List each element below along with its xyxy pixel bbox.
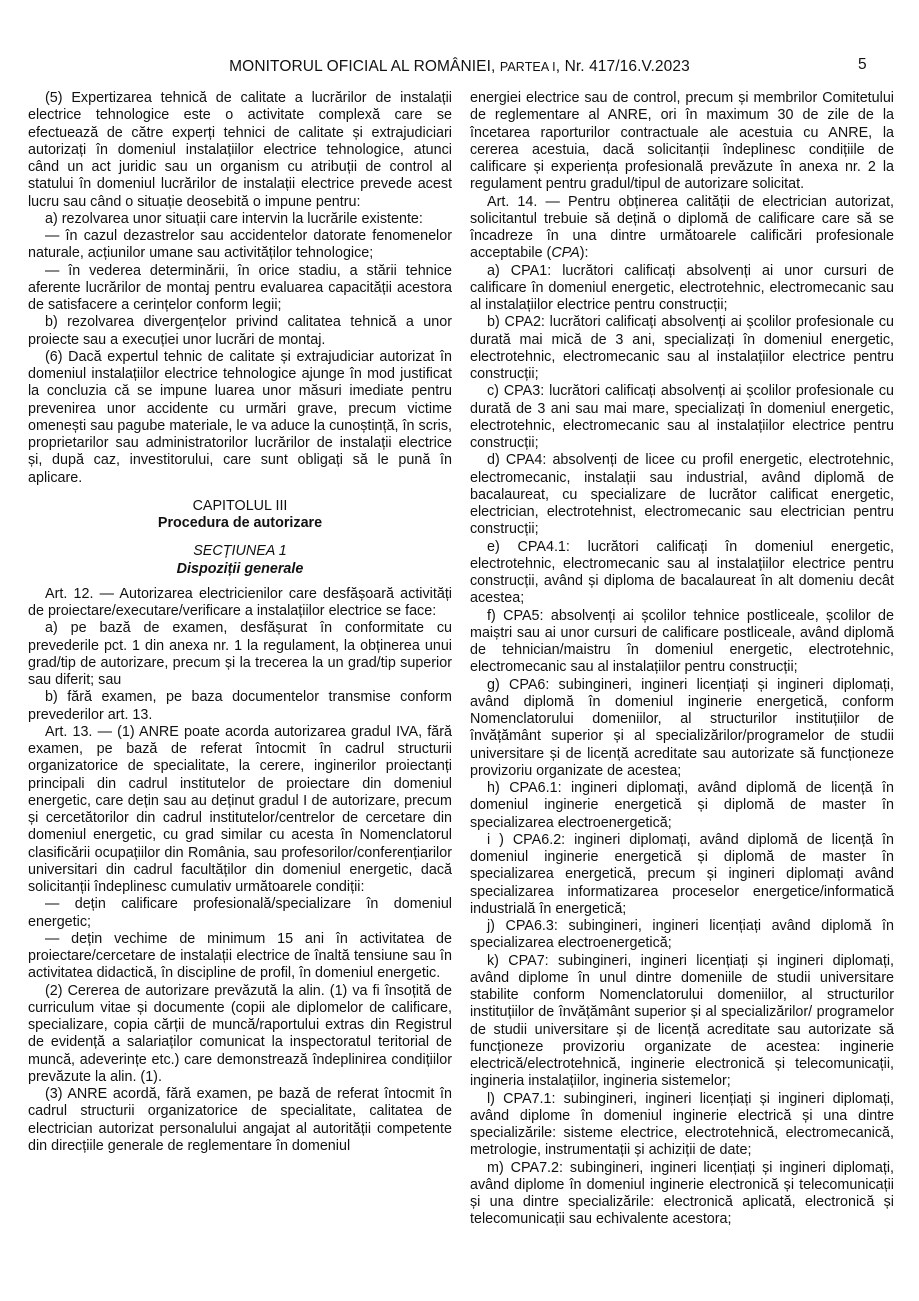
publication-issue: , Nr. 417/16.V.2023 bbox=[555, 58, 690, 75]
page-number: 5 bbox=[858, 56, 867, 73]
paragraph: d) CPA4: absolvenți de licee cu profil energetic, electrotehnic, electromecanic, instalații sau industrial, având diplomă de bacalaureat, cu specializare de lucrător calificat energetic, electrician, electrotehnist, electromecanic sau electrician pentru construcții; bbox=[470, 452, 894, 538]
paragraph: — în cazul dezastrelor sau accidentelor datorate fenomenelor naturale, acțiunilor umane sau activităților tehnologice; bbox=[28, 228, 452, 262]
section-heading: SECȚIUNEA 1 bbox=[193, 543, 287, 560]
paragraph: — dețin calificare profesională/specializare în domeniul energetic; bbox=[28, 896, 452, 930]
paragraph bbox=[470, 194, 894, 263]
paragraph: e) CPA4.1: lucrători calificați în domeniul energetic, electrotehnic, electromecanic sau al instalațiilor electrice pentru construcții, având și diploma de bacalaureat în alt domeniu decât acestea; bbox=[470, 538, 894, 607]
spacer bbox=[28, 578, 452, 586]
paragraph: b) CPA2: lucrători calificați absolvenți ai școlilor profesionale cu durată mai mică de 3 ani, specializați în domeniul energetic, electrotehnic, electromecanic sau al instalațiilor electrice pentru construcții; bbox=[470, 314, 894, 382]
paragraph-text: Art. 14. — Pentru obținerea calității de electrician autorizat, solicitantul trebuie să dețină o diplomă de calificare care să se încadreze în una dintre următoarele calificări profesionale acceptabile ( bbox=[470, 193, 894, 262]
publication-part: PARTEA I bbox=[499, 60, 556, 74]
paragraph-text: ): bbox=[579, 245, 589, 262]
italic-term: CPA bbox=[551, 245, 580, 262]
paragraph: f) CPA5: absolvenți ai școlilor tehnice postliceale, școlilor de maiștri sau ai unor cursuri de calificare postliceale, având diplomă de tehnician/maistru în domeniul energetic, electrotehnic, electromecanic sau al instalațiilor pentru construcții; bbox=[470, 607, 894, 676]
spacer bbox=[28, 487, 452, 498]
paragraph: — în vederea determinării, în orice stadiu, a stării tehnice aferente lucrărilor de montaj pentru evaluarea capacității acestora de satisfacere a cerințelor conform legii; bbox=[28, 262, 452, 313]
paragraph: a) CPA1: lucrători calificați absolvenți ai unor cursuri de calificare în domeniul energetic, electrotehnic, electromecanic sau al instalațiilor electrice pentru construcții; bbox=[470, 262, 894, 313]
paragraph: b) rezolvarea divergențelor privind calitatea tehnică a unor proiecte sau a execuției unor lucrări de montaj. bbox=[28, 314, 452, 348]
paragraph: c) CPA3: lucrători calificați absolvenți ai școlilor profesionale cu durată de 3 ani sau mai mare, specializați în domeniul energetic, electrotehnic, electromecanic sau al instalațiilor electrice pentru construcții; bbox=[470, 383, 894, 451]
paragraph: (2) Cererea de autorizare prevăzută la alin. (1) va fi însoțită de curriculum vitae și documente (copii ale diplomelor de calificare, specializare, copia cărții de muncă/raportului extras din Registrul de evidență a salariaților comunicat la inspectoratul teritorial de muncă, adeverințe etc.) care demonstrează îndeplinirea condițiilor prevăzute la alin. (1). bbox=[28, 982, 452, 1085]
paragraph: (3) ANRE acordă, fără examen, pe bază de referat întocmit în cadrul structurii organizatorice de specialitate, calitatea de electrician autorizat personalului angajat al autorității competente din direcțiile generale de reglementare în domeniul bbox=[28, 1086, 452, 1154]
paragraph: h) CPA6.1: ingineri diplomați, având diplomă de licență în domeniul inginerie energetică și diplomă de master în specializarea electroenergetică; bbox=[470, 780, 894, 831]
paragraph: (6) Dacă expertul tehnic de calitate și extrajudiciar autorizat în domeniul instalațiilor electrice tehnologice ajunge în mod justificat la concluzia că se impune luarea unor măsuri imediate pentru prevenirea unor accidente cu urmări grave, precum victime omenești sau pagube materiale, le va aduce la cunoștință, în scris, proprietarilor sau administratorilor lucrărilor de instalații electrice și, după caz, investitorului, care sunt obligați să le pună în aplicare. bbox=[28, 348, 452, 486]
paragraph: b) fără examen, pe baza documentelor transmise conform prevederilor art. 13. bbox=[28, 689, 452, 723]
paragraph: l) CPA7.1: subingineri, ingineri licențiați și ingineri diplomați, având diplome în domeniul inginerie electrică și una dintre specializările: sisteme electrice, electrotehnică, electromecanică, metrologie, instrumentații și achiziții de date; bbox=[470, 1090, 894, 1159]
paragraph: Art. 13. — (1) ANRE poate acorda autorizarea gradul IVA, fără examen, pe bază de referat întocmit în cadrul structurii organizatorice de specialitate, la cerere, inginerilor proiectanți principali din cadrul institutelor de proiectare din domeniul energetic, care dețin sau au deținut gradul I de autorizare, precum și cercetătorilor din cadrul institutelor/centrelor de cercetare din domeniul energetic, cu grad similar cu acesta în Nomenclatorul clasificării ocupațiilor din România, sau profesorilor/conferențiarilor universitari din cadrul facultăților din domeniul energetic, dacă solicitanții îndeplinesc cumulativ următoarele condiții: bbox=[28, 723, 452, 895]
page-header bbox=[0, 58, 919, 76]
paragraph: m) CPA7.2: subingineri, ingineri licențiați și ingineri diplomați, având diplome în domeniul inginerie electronică și telecomunicații și una dintre specializările: electronică aplicată, electronică și telecomunicații sau echivalente acestora; bbox=[470, 1159, 894, 1228]
paragraph: a) pe bază de examen, desfășurat în conformitate cu prevederile pct. 1 din anexa nr. 1 la regulament, la obținerea unui grad/tip de autorizare, precum și la trecerea la un grad/tip superior sau diferit; sau bbox=[28, 620, 452, 688]
section-heading: CAPITOLUL III bbox=[192, 497, 288, 514]
publication-title: MONITORUL OFICIAL AL ROMÂNIEI, bbox=[229, 58, 500, 75]
paragraph: (5) Expertizarea tehnică de calitate a lucrărilor de instalații electrice tehnologice este o activitate complexă care se efectuează de către experți tehnici de calitate și extrajudiciari autorizați în domeniul instalațiilor electrice tehnologice, atunci când un act juridic sau un organism cu atribuții de control al statului în domeniul lucrărilor de instalații electrice prevede acest lucru sau când o situație deosebită o impune pentru: bbox=[28, 90, 452, 210]
paragraph: energiei electrice sau de control, precum și membrilor Comitetului de reglementare al ANRE, ori în maximum 30 de zile de la încetarea raporturilor contractuale ale acestuia cu ANRE, la cererea acestuia, dacă solicitanții îndeplinesc condițiile de calificare și experiența profesională prevăzute în anexa nr. 2 la regulament pentru gradul/tipul de autorizare solicitat. bbox=[470, 90, 894, 193]
paragraph: Art. 12. — Autorizarea electricienilor care desfășoară activități de proiectare/executare/verificare a instalațiilor electrice se face: bbox=[28, 585, 452, 619]
paragraph: k) CPA7: subingineri, ingineri licențiați și ingineri diplomați, având diplome în unul dintre domeniile de studii universitare stabilite conform Nomenclatorului domeniilor, al structurilor instituțiilor de învățământ superior și al specializărilor/ programelor de studii universitare și de licență acreditate sau autorizate să funcționeze provizoriu organizate de acestea: inginerie electrică/electrotehnică, inginerie electronică și telecomunicații, ingineria instalațiilor, ingineria sistemelor; bbox=[470, 952, 894, 1090]
spacer bbox=[28, 532, 452, 543]
right-column bbox=[470, 90, 894, 1229]
left-column bbox=[28, 90, 452, 1155]
section-heading: Procedura de autorizare bbox=[157, 515, 323, 531]
paragraph: i ) CPA6.2: ingineri diplomați, având diplomă de licență în domeniul inginerie energetică și diplomă de master în specializarea energetică, precum și ingineri diplomați având specializarea informatizarea proceselor energetice/informatică industrială în energetică; bbox=[470, 831, 894, 917]
paragraph: a) rezolvarea unor situații care intervin la lucrările existente: bbox=[45, 210, 423, 227]
paragraph: j) CPA6.3: subingineri, ingineri licențiați având diplomă în specializarea electroenergetică; bbox=[470, 918, 894, 952]
section-heading: Dispoziții generale bbox=[176, 560, 304, 577]
paragraph: g) CPA6: subingineri, ingineri licențiați și ingineri diplomați, având diplomă în domeniul inginerie energetică, conform Nomenclatorului domeniilor, al structurilor instituțiilor de învățământ superior și al specializărilor/programelor de studii universitare și de licență acreditate sau autorizate să funcționeze provizoriu organizate de acestea; bbox=[470, 676, 894, 779]
paragraph: — dețin vechime de minimum 15 ani în activitatea de proiectare/cercetare de instalații electrice de înaltă tensiune sau în activitatea didactică, în discipline de profil, în domeniul energetic. bbox=[28, 930, 452, 982]
